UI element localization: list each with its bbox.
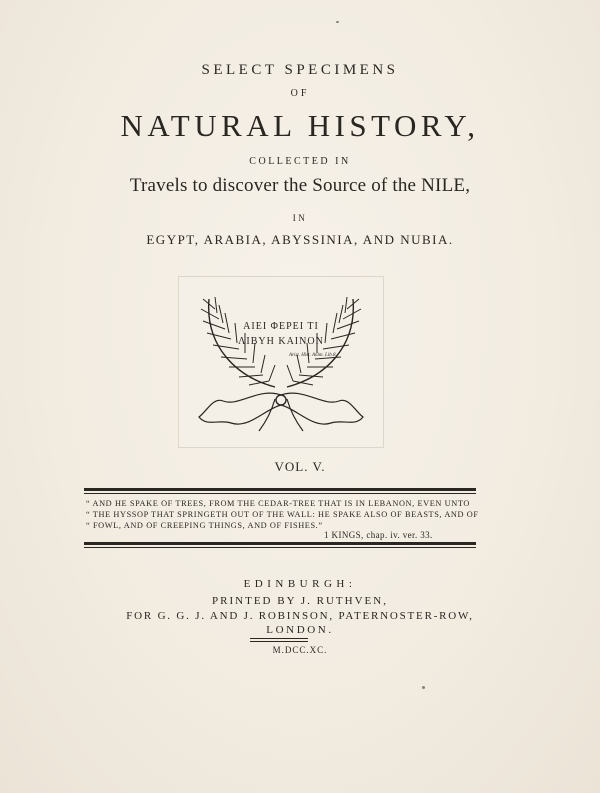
engraved-vignette [178,276,384,448]
imprint-for-line: FOR G. G. J. AND J. ROBINSON, PATERNOSTER-ROW, [126,610,474,622]
palm-wreath-illustration [179,277,383,447]
date-rule-bottom [250,641,308,642]
title-line-collected-in: COLLECTED IN [249,156,351,167]
bottom-thin-rule [84,547,476,548]
epigraph-citation: 1 KINGS, chap. iv. ver. 33. [324,530,433,540]
imprint-date: M.DCC.XC. [272,645,328,655]
epigraph-line-2: “ THE HYSSOP THAT SPRINGETH OUT OF THE WALL: HE SPAKE ALSO OF BEASTS, AND OF [86,510,479,519]
title-line-of: OF [290,88,310,99]
volume-number: VOL. V. [274,459,326,474]
title-line-select-specimens: SELECT SPECIMENS [201,62,399,78]
motto-source: Arist. Hist. Anim. Lib.8. [289,353,337,358]
epigraph-line-1: “ AND HE SPAKE OF TREES, FROM THE CEDAR-TREE THAT IS IN LEBANON, EVEN UNTO [86,499,470,508]
imprint-place: EDINBURGH: [243,578,357,590]
main-title: NATURAL HISTORY, [120,108,480,143]
imprint-city: LONDON. [266,624,334,636]
date-rule-top [250,638,308,639]
top-thick-rule [84,488,476,491]
greek-motto-line-2: ΛΙΒΥΗ ΚΑΙΝΟΝ [238,336,324,347]
title-line-countries: EGYPT, ARABIA, ABYSSINIA, AND NUBIA. [146,232,454,247]
greek-motto-line-1: ΑΙΕΙ ΦΕΡΕΙ ΤΙ [243,321,319,332]
title-line-travels: Travels to discover the Source of the NILE, [129,175,471,196]
paper-spot [336,21,339,23]
paper-spot [422,686,425,689]
title-line-in: IN [292,213,308,223]
imprint-printer: PRINTED BY J. RUTHVEN, [212,595,388,607]
epigraph-line-3: “ FOWL, AND OF CREEPING THINGS, AND OF FISHES.” [86,521,323,530]
bottom-thick-rule [84,542,476,545]
top-thin-rule [84,493,476,494]
